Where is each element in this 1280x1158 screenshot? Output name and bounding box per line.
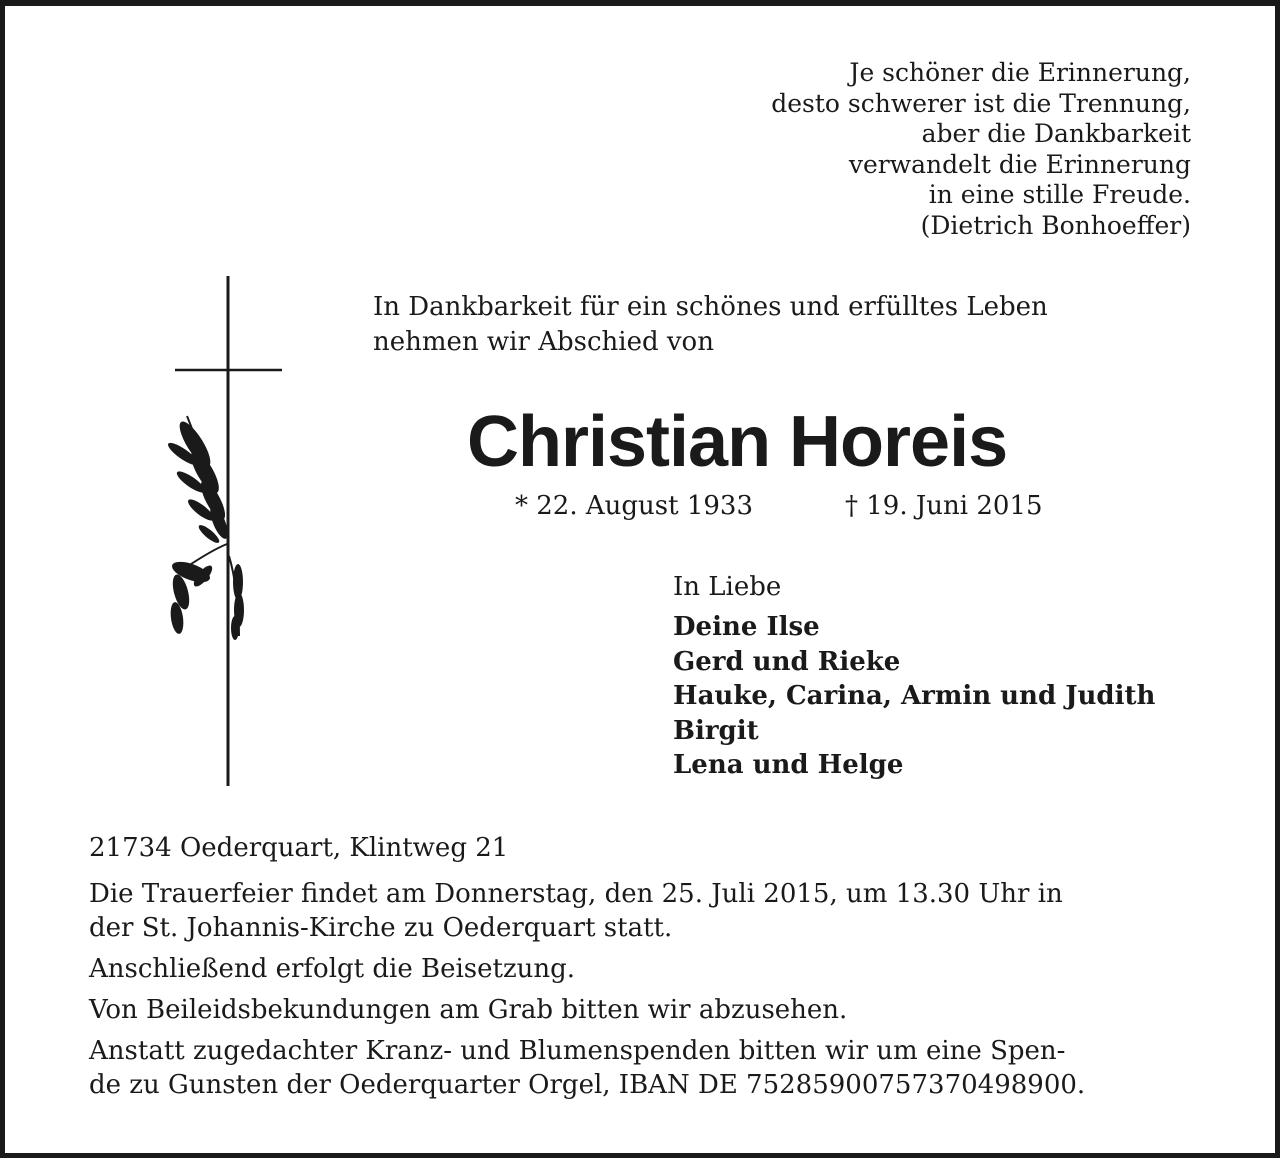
condolence-note (89, 993, 1199, 1027)
death-date: † 19. Juni 2015 (845, 491, 1043, 521)
mourner-name: Deine Ilse (673, 612, 820, 642)
funeral-service-note (89, 877, 1199, 945)
birth-date: * 22. August 1933 (515, 491, 754, 521)
deceased-name: Christian Horeis (467, 402, 1008, 482)
funeral-notes (89, 877, 1199, 1109)
quote-line: desto schwerer ist die Trennung, (771, 88, 1191, 118)
note-line: Anschließend erfolgt die Beisetzung. (89, 954, 576, 984)
quote-line: Je schöner die Erinnerung, (849, 58, 1191, 87)
quote-author: (Dietrich Bonhoeffer) (920, 210, 1191, 240)
bonhoeffer-quote (771, 58, 1191, 241)
note-line: Die Trauerfeier findet am Donnerstag, den 25. Juli 2015, um 13.30 Uhr in (89, 879, 1063, 909)
burial-note (89, 952, 1199, 986)
note-line: Von Beileidsbekundungen am Grab bitten wir abzusehen. (89, 995, 848, 1025)
quote-line: in eine stille Freude. (928, 180, 1191, 209)
mourners-list (673, 610, 1155, 783)
note-line: Anstatt zugedachter Kranz- und Blumenspenden bitten wir um eine Spen- (89, 1036, 1066, 1066)
farewell-intro (373, 290, 1048, 360)
family-address: 21734 Oederquart, Klintweg 21 (89, 833, 509, 863)
note-line: de zu Gunsten der Oederquarter Orgel, IBAN DE 75285900757370498900. (89, 1070, 1086, 1100)
mourner-name: Lena und Helge (673, 750, 904, 780)
intro-line: nehmen wir Abschied von (373, 327, 714, 357)
mourner-name: Birgit (673, 715, 759, 746)
quote-line: aber die Dankbarkeit (921, 119, 1191, 148)
donation-note (89, 1034, 1199, 1102)
intro-line: In Dankbarkeit für ein schönes und erfülltes Leben (373, 292, 1048, 322)
note-line: der St. Johannis-Kirche zu Oederquart statt. (89, 913, 673, 943)
cross-with-wheat-icon (155, 276, 295, 788)
mourner-name: Hauke, Carina, Armin und Judith (673, 681, 1156, 711)
mourners-intro: In Liebe (673, 572, 782, 602)
mourner-name: Gerd und Rieke (673, 646, 901, 677)
quote-line: verwandelt die Erinnerung (848, 149, 1191, 179)
